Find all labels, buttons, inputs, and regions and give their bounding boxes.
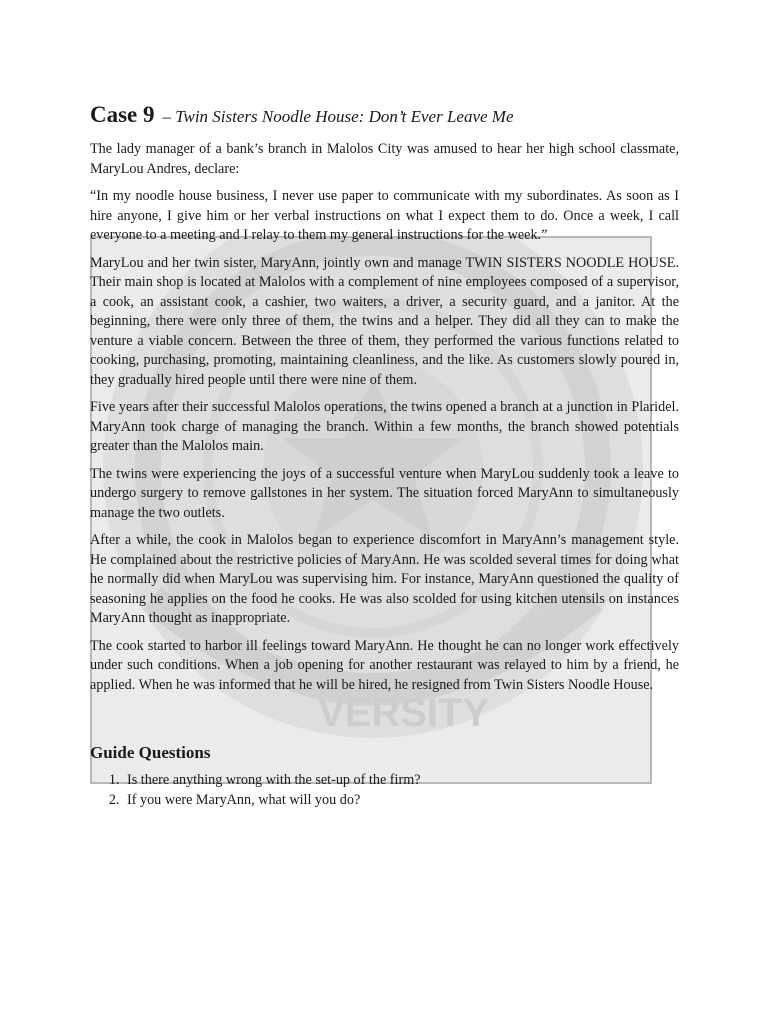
guide-question-2: 2. If you were MaryAnn, what will you do? [123,791,679,811]
paragraph-cook-complaint: After a while, the cook in Malolos began to experience discomfort in MaryAnn’s management style. He complained about the restrictive policies of MaryAnn. He was scolded several times for doing what he normally did when MaryLou was supervising him. For instance, MaryAnn questioned the quality of seasoning he applies on the food he cooks. He was also scolded for using kitchen utensils on instances MaryAnn thought as inappropriate. [90,532,679,627]
guide-questions-title: Guide Questions [90,743,211,763]
document-page [90,92,679,810]
paragraph-quote: “In my noodle house business, I never use paper to communicate with my subordinates. As soon as I hire anyone, I give him or her verbal instructions on what I expect them to do. Once a week, I call everyone to a meeting and I relay to them my general instructions for the week.” [90,188,679,244]
paragraph-surgery: The twins were experiencing the joys of a successful venture when MaryLou suddenly took a leave to undergo surgery to remove gallstones in her system. The situation forced MaryAnn to simultaneously manage the two outlets. [90,465,679,521]
paragraph-branch: Five years after their successful Malolos operations, the twins opened a branch at a junction in Plaridel. MaryAnn took charge of managing the branch. Within a few months, the branch showed potentials greater than the Malolos main. [90,399,679,455]
guide-questions-list [90,771,679,810]
case-heading [90,92,679,130]
svg-text:VERSITY: VERSITY [318,691,490,735]
case-number: Case 9 [90,102,155,127]
guide-question-1: 1. Is there anything wrong with the set-up of the firm? [123,771,679,791]
paragraph-background: MaryLou and her twin sister, MaryAnn, jointly own and manage TWIN SISTERS NOODLE HOUSE. Their main shop is located at Malolos with a complement of nine employees composed of a supervisor, a cook, an assistant cook, a cashier, two waiters, a driver, a security guard, and a janitor. At the beginning, there were only three of them, the twins and a helper. They did all they can to make the venture a viable concern. Between the three of them, they performed the various functions related to cooking, purchasing, promoting, maintaining cleanliness, and the like. As customers slowly poured in, they gradually hired people until there were nine of them. [90,254,679,388]
paragraph-intro: The lady manager of a bank’s branch in Malolos City was amused to hear her high school classmate, MaryLou Andres, declare: [90,141,679,177]
paragraph-resignation: The cook started to harbor ill feelings toward MaryAnn. He thought he can no longer work effectively under such conditions. When a job opening for another restaurant was relayed to him by a friend, he applied. When he was informed that he will be hired, he resigned from Twin Sisters Noodle House. [90,637,679,693]
case-subtitle: – Twin Sisters Noodle House: Don’t Ever Leave Me [162,107,514,126]
